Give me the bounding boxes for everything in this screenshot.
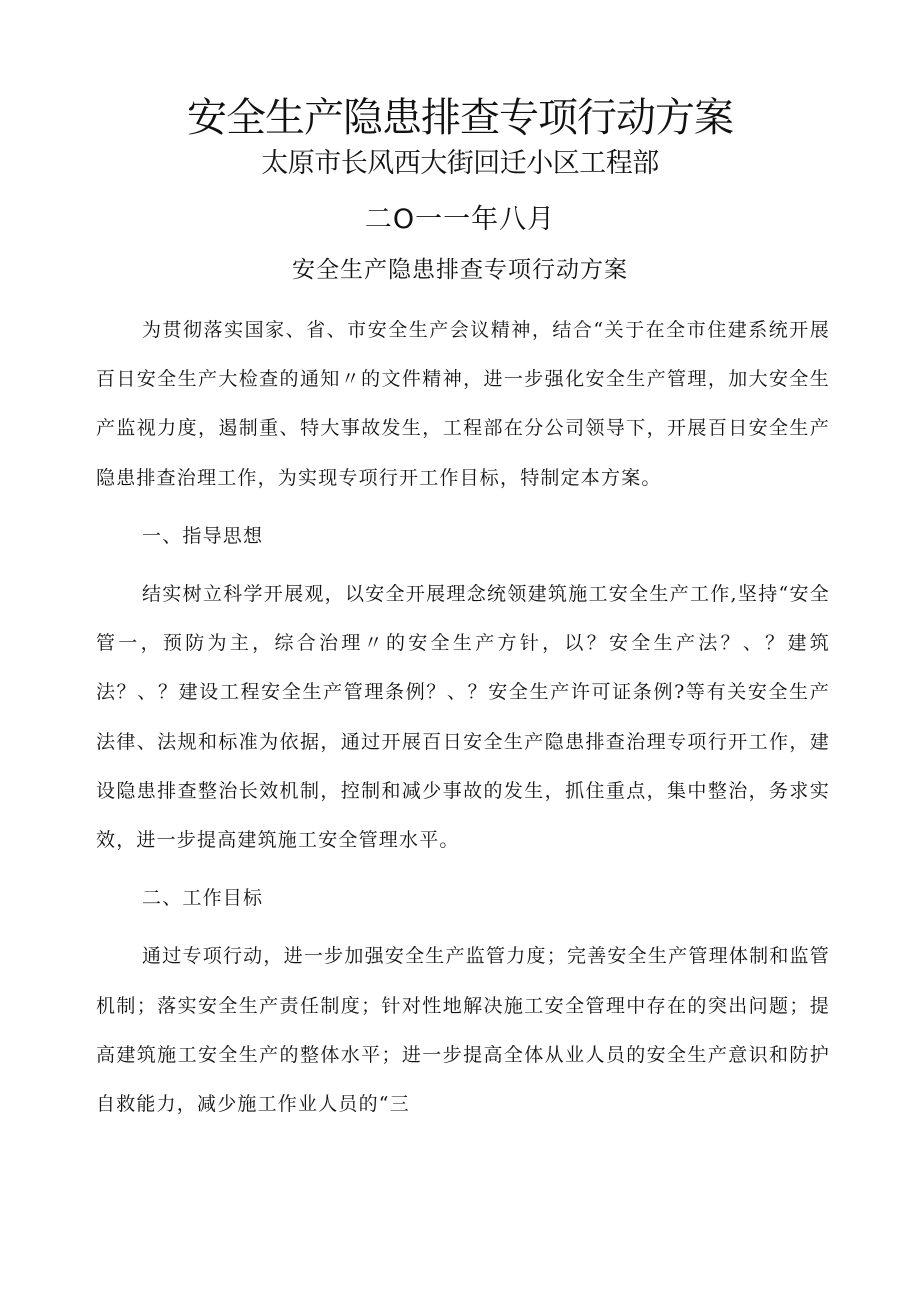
section-title: 安全生产隐患排查专项行动方案 <box>292 257 628 283</box>
paragraph-intro: 为贯彻落实国家、省、市安全生产会议精神，结合“关于在全市住建系统开展百日安全生产大检查的通知〃的文件精神，进一步强化安全生产管理，加大安全生产监视力度，遏制重、特大事故发生，工程部在分公司领导下，开展百日安全生产隐患排查治理工作，为实现专项行开工作目标，特制定本方案。 <box>96 319 830 489</box>
heading-work-goals: 二、工作目标 <box>142 887 264 910</box>
document-subtitle: 太原市长风西大街回迁小区工程部 <box>261 148 659 179</box>
document-title: 安全生产隐患排查专项行动方案 <box>187 95 733 141</box>
document-body <box>96 306 830 1138</box>
heading-guiding-thought: 一、指导思想 <box>142 524 264 547</box>
paragraph-work-goals: 通过专项行动，进一步加强安全生产监管力度；完善安全生产管理体制和监管机制；落实安全生产责任制度；针对性地解决施工安全管理中存在的突出问题；提高建筑施工安全生产的整体水平；进一步提高全体从业人员的安全生产意识和防护自救能力，减少施工作业人员的“三 <box>96 945 830 1116</box>
paragraph-guiding-thought: 结实树立科学开展观，以安全开展理念统领建筑施工安全生产工作,坚持“安全管一，预防为主，综合治理〃的安全生产方针，以？安全生产法？、？建筑法？、？建设工程安全生产管理条例？、？安全生产许可证条例?等有关安全生产法律、法规和标准为依据，通过开展百日安全生产隐患排查治理专项行开工作，建设隐患排查整治长效机制，控制和减少事故的发生，抓住重点，集中整治，务求实效，进一步提高建筑施工安全管理水平。 <box>96 583 830 852</box>
document-date: 二O一一年八月 <box>364 204 556 235</box>
